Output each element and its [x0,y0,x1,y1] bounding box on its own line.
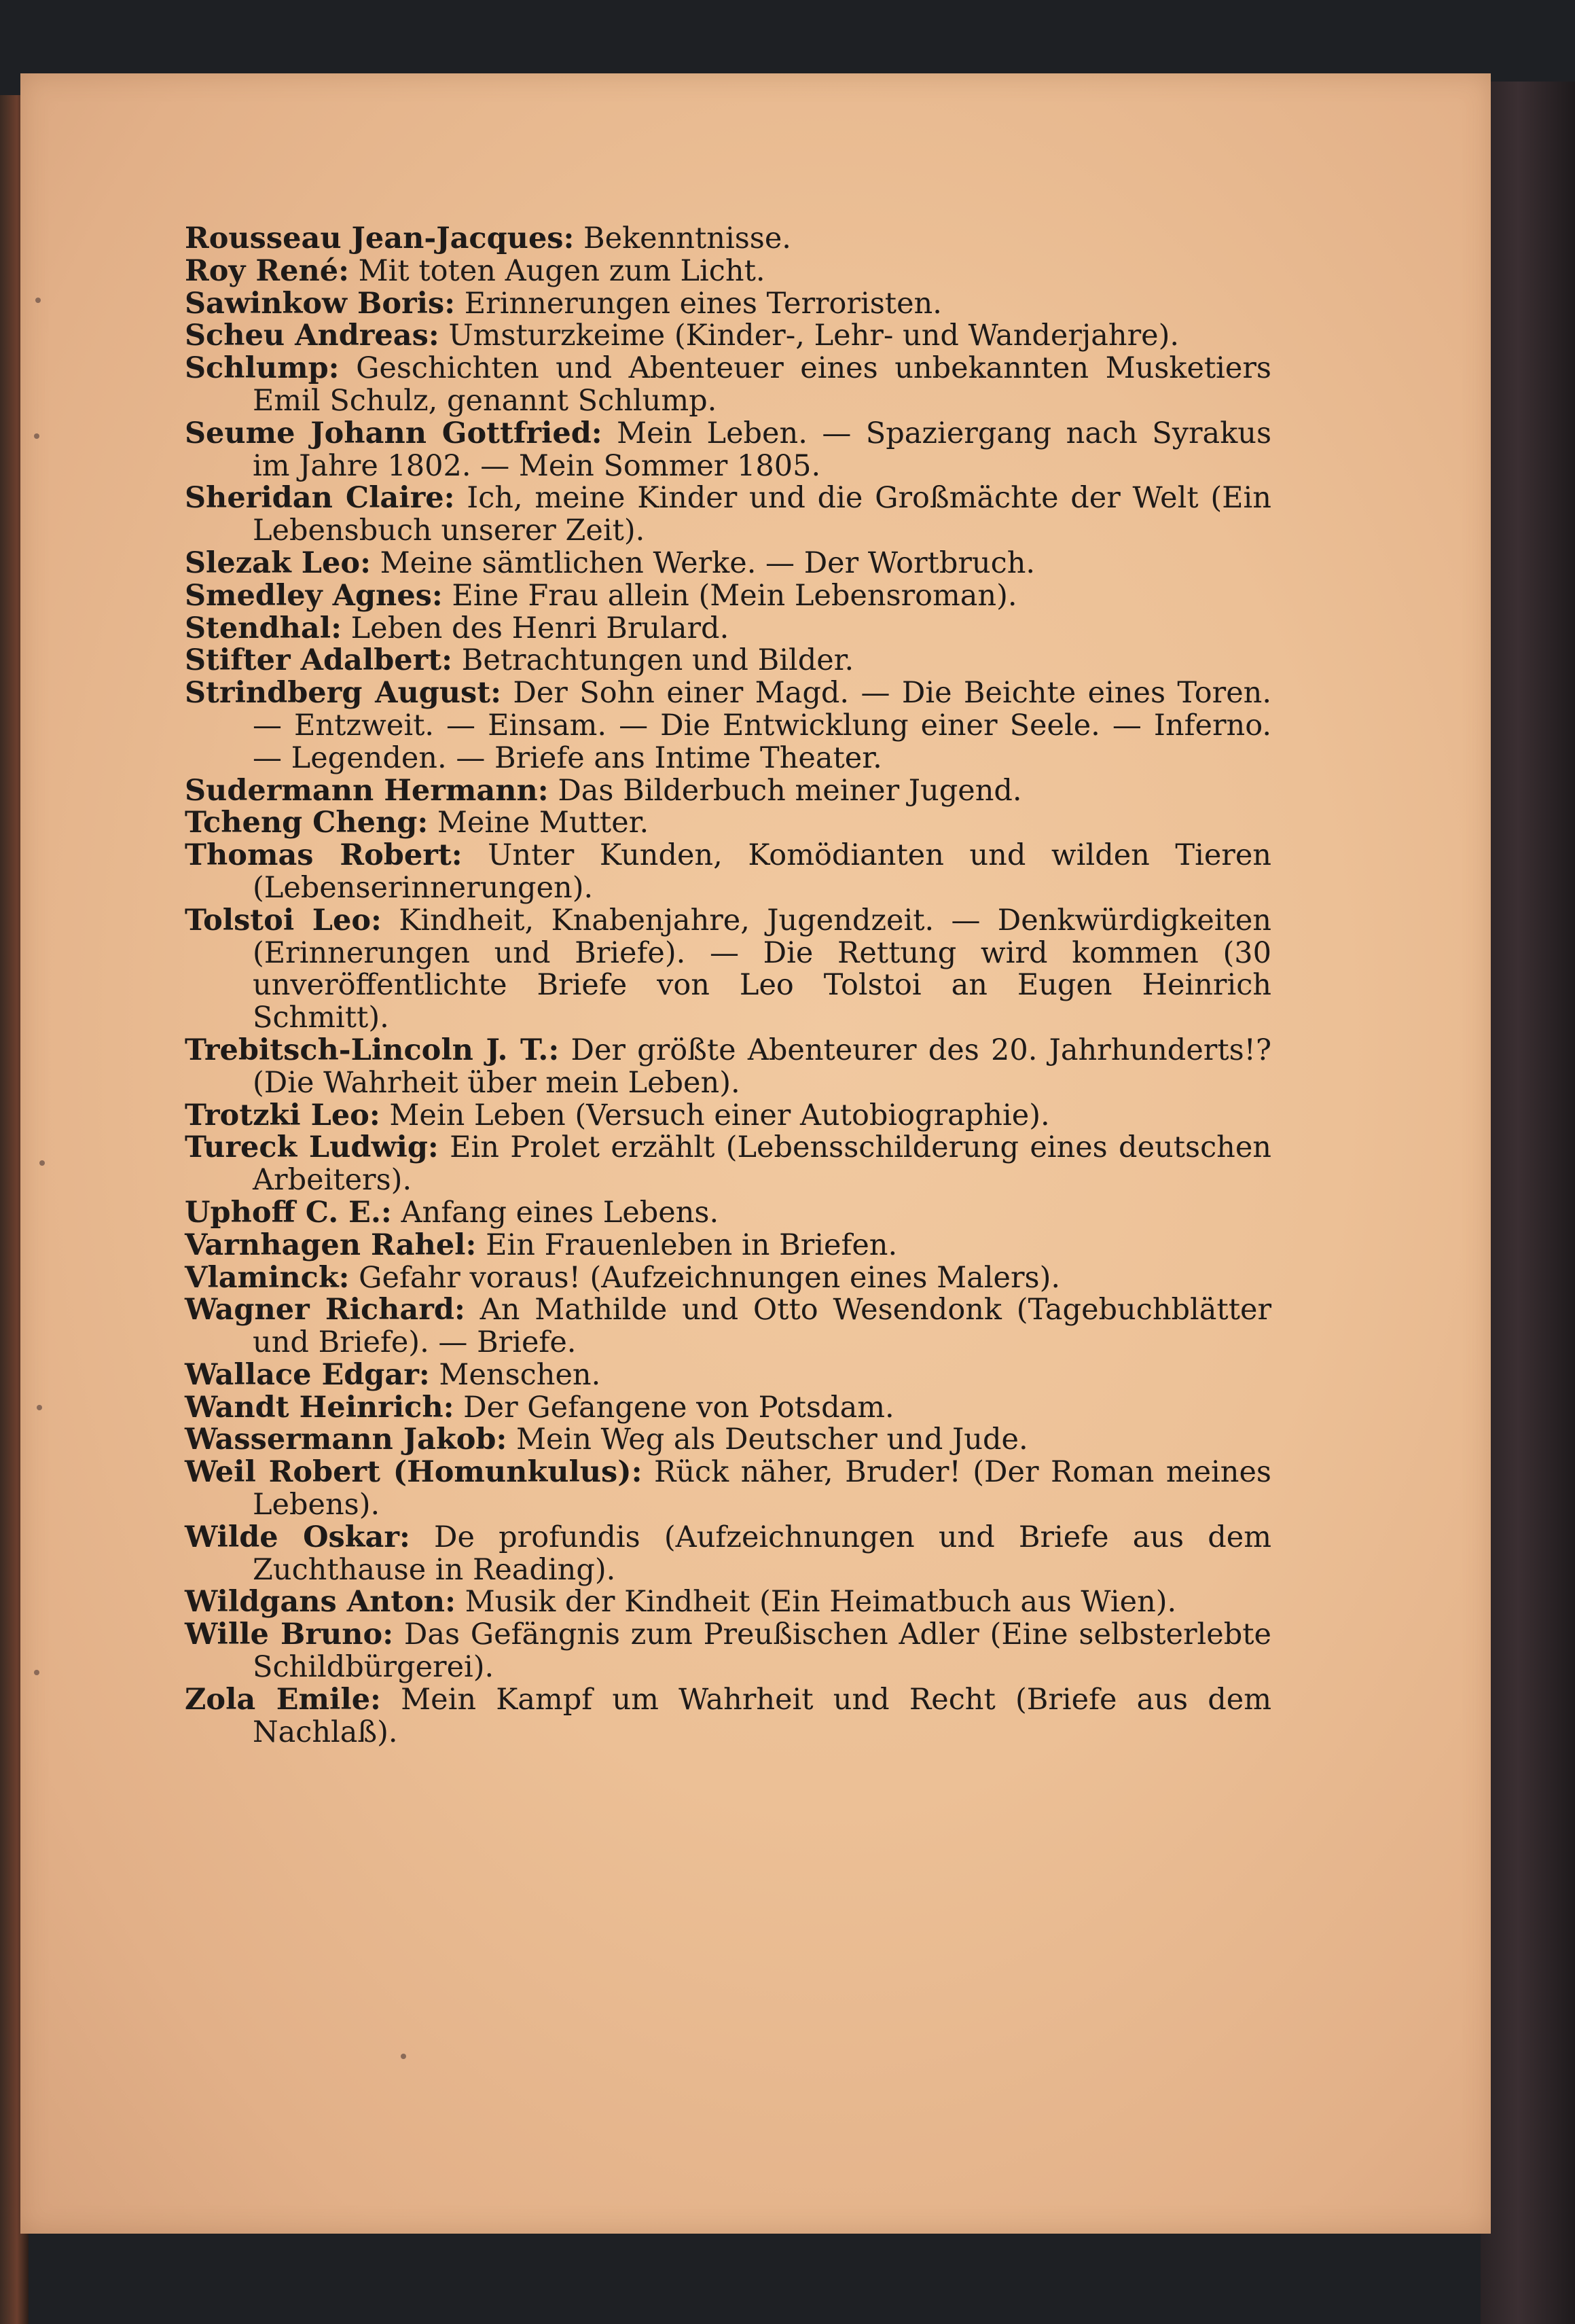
book-cover-right [1481,82,1575,2324]
entry-author: Strindberg August: [185,676,501,711]
entry-text: Betrachtungen und Bilder. [452,643,854,678]
entry [185,1424,1271,1456]
margin-mark [37,1405,42,1410]
entry-text: Mit toten Augen zum Licht. [348,253,765,288]
entry-author: Seume Johann Gottfried: [185,416,602,450]
entry-author: Trotzki Leo: [185,1098,380,1132]
entry-text: De profundis (Aufzeichnungen und Briefe aus dem Zuchthause in Reading). [253,1520,1272,1587]
entry-text: Eine Frau allein (Mein Lebensroman). [442,578,1017,613]
entry-author: Sheridan Claire: [185,481,455,516]
entry-author: Sawinkow Boris: [185,286,456,321]
entry [185,677,1271,774]
entry [185,1619,1271,1684]
entry-author: Rousseau Jean-Jacques: [185,221,575,255]
entry [185,775,1271,808]
margin-mark [39,1160,45,1166]
entry [185,807,1271,840]
entry [185,1456,1271,1522]
entry-text: Leben des Henri Brulard. [341,611,729,645]
entry-text: Gefahr voraus! (Aufzeichnungen eines Malers). [349,1260,1061,1295]
entry-author: Uphoff C. E.: [185,1195,392,1230]
entry-author: Tolstoi Leo: [185,903,382,937]
entry-text: Umsturzkeime (Kinder-, Lehr- und Wanderjahre). [439,319,1180,353]
entry-text: Geschichten und Abenteuer eines unbekannten Musketiers Emil Schulz, genannt Schlump. [253,351,1271,418]
entry [185,223,1271,255]
entry-text: Unter Kunden, Komödianten und wilden Tieren (Lebenserinnerungen). [253,838,1271,905]
entry [185,613,1271,645]
entry-author: Trebitsch-Lincoln J. T.: [185,1033,560,1067]
entry-text: Mein Kampf um Wahrheit und Recht (Briefe aus dem Nachlaß). [253,1682,1271,1749]
entry-text: Kindheit, Knabenjahre, Jugendzeit. — Denkwürdigkeiten (Erinnerungen und Briefe). — Die Rettung wird kommen (30 unveröffentlichte Briefe von Leo Tolstoi an Eugen Heinrich Schmitt). [253,903,1271,1035]
entry-author: Stifter Adalbert: [185,643,453,678]
entry-author: Schlump: [185,351,340,386]
entry-author: Tcheng Cheng: [185,806,429,840]
margin-mark [34,433,39,439]
entry [185,1392,1271,1425]
entry [185,905,1271,1035]
entry [185,1230,1271,1262]
entry [185,1262,1271,1295]
margin-mark [35,298,41,303]
entry-text: Bekenntnisse. [574,221,791,255]
entry-author: Wille Bruno: [185,1617,394,1652]
entry [185,1586,1271,1619]
entry [185,548,1271,580]
entry-text: Der größte Abenteurer des 20. Jahrhunderts!? (Die Wahrheit über mein Leben). [253,1033,1272,1100]
entry-text: Mein Weg als Deutscher und Jude. [507,1423,1028,1457]
margin-mark [401,2054,406,2059]
entry-text: Anfang eines Lebens. [391,1195,719,1230]
book-page [20,73,1491,2234]
entry-text: Das Bilderbuch meiner Jugend. [548,773,1022,808]
entry [185,353,1271,418]
entry-text: Ich, meine Kinder und die Großmächte der Welt (Ein Lebensbuch unserer Zeit). [253,481,1271,548]
entry-text: An Mathilde und Otto Wesendonk (Tagebuchblätter und Briefe). — Briefe. [253,1293,1271,1360]
entry-author: Weil Robert (Homunkulus): [185,1455,642,1490]
entry-author: Scheu Andreas: [185,319,439,353]
entry-author: Roy René: [185,253,349,288]
entry-text: Der Gefangene von Potsdam. [454,1390,894,1425]
entry-text: Musik der Kindheit (Ein Heimatbuch aus Wien). [455,1585,1177,1620]
entry [185,1197,1271,1230]
entry [185,1132,1271,1197]
entry [185,1035,1271,1100]
entry-author: Sudermann Hermann: [185,773,549,808]
entry [185,1294,1271,1359]
margin-mark [34,1670,39,1675]
entry-author: Smedley Agnes: [185,578,443,613]
entry-author: Zola Emile: [185,1682,381,1717]
entry [185,482,1271,548]
entry-text: Ein Frauenleben in Briefen. [476,1228,898,1262]
entry-author: Wagner Richard: [185,1293,465,1327]
entry-text: Rück näher, Bruder! (Der Roman meines Lebens). [253,1455,1272,1522]
entry [185,320,1271,353]
entry-author: Vlaminck: [185,1260,350,1295]
entry-author: Wilde Oskar: [185,1520,410,1554]
entry [185,1522,1271,1587]
entry-author: Varnhagen Rahel: [185,1228,477,1262]
entry-author: Wallace Edgar: [185,1357,430,1392]
entry [185,1684,1271,1749]
entry-author: Stendhal: [185,611,342,645]
entry-text: Meine sämtlichen Werke. — Der Wortbruch. [370,546,1036,580]
entry [185,840,1271,905]
entry-text: Mein Leben (Versuch einer Autobiographie). [380,1098,1050,1132]
entry [185,288,1271,321]
entry [185,1359,1271,1392]
entry-author: Slezak Leo: [185,546,371,580]
entry-text: Meine Mutter. [428,806,649,840]
entry-text: Mein Leben. — Spaziergang nach Syrakus im Jahre 1802. — Mein Sommer 1805. [253,416,1272,483]
entry-author: Tureck Ludwig: [185,1130,439,1165]
entry [185,255,1271,288]
entry-author: Wandt Heinrich: [185,1390,454,1425]
entry [185,1100,1271,1132]
entry-author: Wildgans Anton: [185,1585,456,1620]
entry [185,418,1271,483]
entry-author: Thomas Robert: [185,838,463,873]
entry-text: Menschen. [429,1357,601,1392]
entry [185,580,1271,613]
entry-text: Der Sohn einer Magd. — Die Beichte eines Toren. — Entzweit. — Einsam. — Die Entwicklung einer Seele. — Inferno. — Legenden. — Briefe ans Intime Theater. [253,676,1271,775]
entry-text: Ein Prolet erzählt (Lebensschilderung eines deutschen Arbeiters). [253,1130,1271,1198]
entry-author: Wassermann Jakob: [185,1423,507,1457]
entry-text: Das Gefängnis zum Preußischen Adler (Eine selbsterlebte Schildbürgerei). [253,1617,1271,1685]
entry [185,645,1271,677]
bibliography-list [185,223,1271,1749]
entry-text: Erinnerungen eines Terroristen. [455,286,942,321]
